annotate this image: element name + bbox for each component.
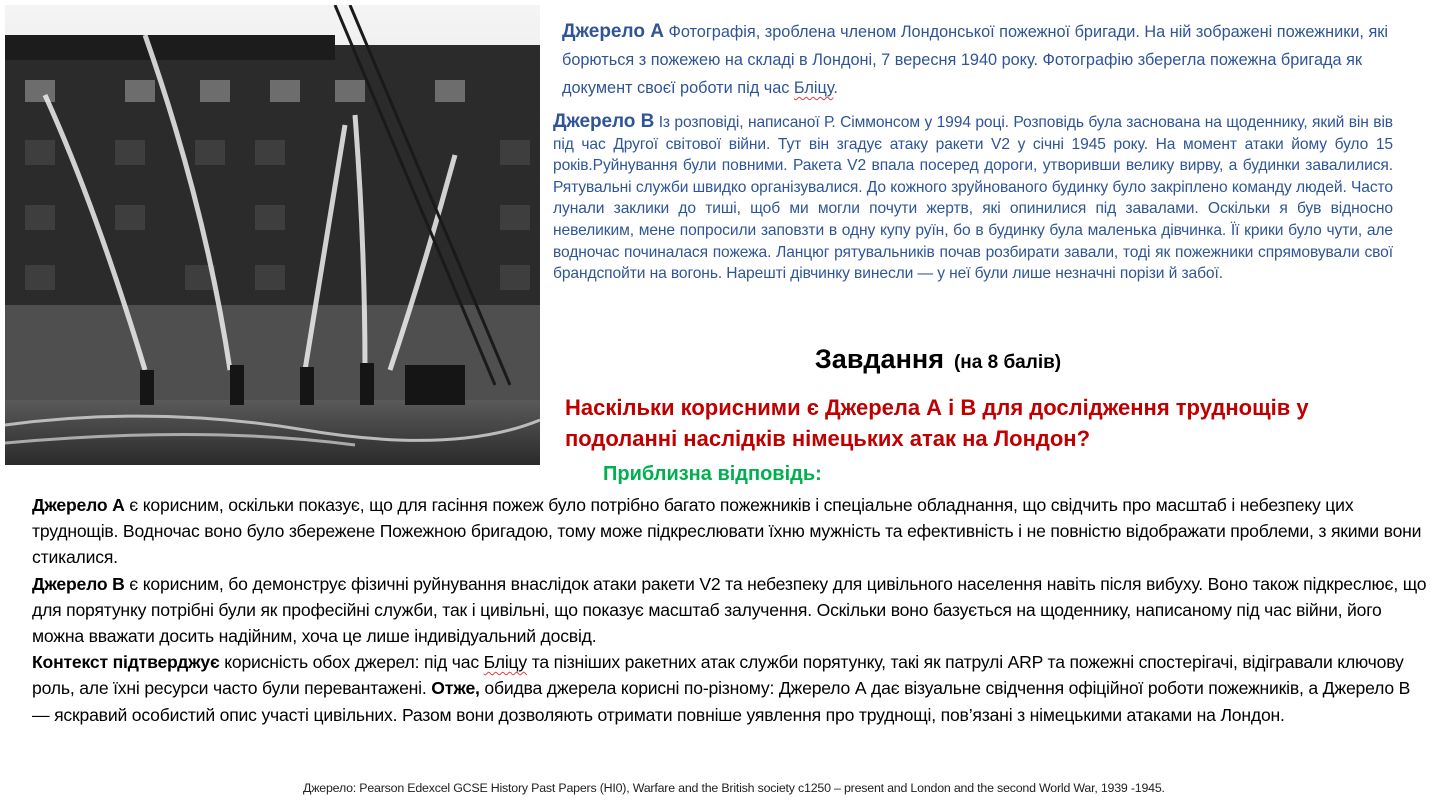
context-label: Контекст підтверджує xyxy=(32,652,220,673)
context-text-cont: та пізніших ракетних атак служби порятунку, такі як патрулі ARP та пожежні спостерігачі, відігравали ключову роль, але їхні ресурси часто були перевантажені. xyxy=(32,652,1404,699)
task-points: (на 8 балів) xyxy=(953,352,1062,373)
spellcheck-flagged-word: Бліцу xyxy=(483,652,528,673)
source-a-description xyxy=(562,18,1392,102)
task-title: Завдання xyxy=(814,344,944,374)
conclusion-label: Отже, xyxy=(431,678,480,699)
answer-b-text: є корисним, бо демонструє фізичні руйнування внаслідок атаки ракети V2 та небезпеку для цивільного населення навіть після вибуху. Воно також підкреслює, що для порятунку потрібні були як професійні служби, так і цивільні, що показує масштаб залучення. Оскільки воно базується на щоденнику, написаному під час війни, його можна вважати досить надійним, хоча це лише індивідуальний досвід. xyxy=(32,573,1427,647)
answer-paragraph-context xyxy=(32,649,1432,728)
source-citation: Джерело: Pearson Edexcel GCSE History Past Papers (HI0), Warfare and the British society c1250 – present and London and the second World War, 1939 -1945. xyxy=(303,781,1165,795)
spellcheck-flagged-word: Бліцу xyxy=(793,79,834,97)
answer-paragraph-a xyxy=(32,492,1432,571)
answer-paragraph-b xyxy=(32,571,1432,650)
task-heading xyxy=(540,344,1336,375)
source-b-text: Із розповіді, написаної Р. Сіммонсом у 1994 році. Розповідь була заснована на щоденнику, який він вів під час Другої світової війни. Тут він згадує атаку ракети V2 у січні 1945 року. На момент атаки йому було 15 років.Руйнування були повними. Ракета V2 впала посеред дороги, утворивши велику вирву, а будинки завалилися. Рятувальні служби швидко організувалися. До кожного зруйнованого будинку було закріплено команду людей. Часто лунали заклики до тиші, щоб ми могли почути жертв, які опинилися під завалами. Оскільки я був відносно невеликим, мене попросили заповзти в одну купу руїн, бо в будинку була маленька дівчинка. Її крики було чути, але водночас починалася пожежа. Ланцюг рятувальників почав розбирати завали, тоді як пожежники спрямовували свої брандспойти на вогонь. Нарешті дівчинку винесли — у неї були лише незначні порізи й забої. xyxy=(553,114,1393,283)
answer-b-label: Джерело В xyxy=(32,573,125,594)
conclusion-text: обидва джерела корисні по-різному: Джерело А дає візуальне свідчення офіційної роботи пожежників, а Джерело В — яскравий особистий опис участі цивільних. Разом вони дозволяють отримати повніше уявлення про труднощі, пов’язані з німецькими атаками на Лондон. xyxy=(32,678,1411,725)
answer-a-text: є корисним, оскільки показує, що для гасіння пожеж було потрібно багато пожежників і спеціальне обладнання, що свідчить про масштаб і небезпеку цих труднощів. Водночас воно було збережене Пожежною бригадою, тому може підкреслювати їхню мужність та ефективність і не повністю відображати проблеми, з якими вони стикалися. xyxy=(32,495,1422,568)
model-answer xyxy=(32,492,1432,728)
source-a-text-end: . xyxy=(833,79,838,97)
answer-heading: Приблизна відповідь: xyxy=(603,463,822,485)
source-a-label: Джерело А xyxy=(562,21,664,42)
source-b-label: Джерело В xyxy=(553,111,655,132)
source-a-text: Фотографія, зроблена членом Лондонської пожежної бригади. На ній зображені пожежники, які борються з пожежею на складі в Лондоні, 7 вересня 1940 року. Фотографію зберегла пожежна бригада як документ своєї роботи під час xyxy=(562,23,1389,97)
source-b-description xyxy=(553,111,1393,285)
task-question: Наскільки корисними є Джерела А і В для дослідження труднощів у подоланні наслідків німецьких атак на Лондон? xyxy=(565,395,1309,451)
firefighters-warehouse-photo xyxy=(5,5,540,465)
answer-a-label: Джерело А xyxy=(32,495,125,515)
context-text: корисність обох джерел: під час xyxy=(219,652,484,673)
